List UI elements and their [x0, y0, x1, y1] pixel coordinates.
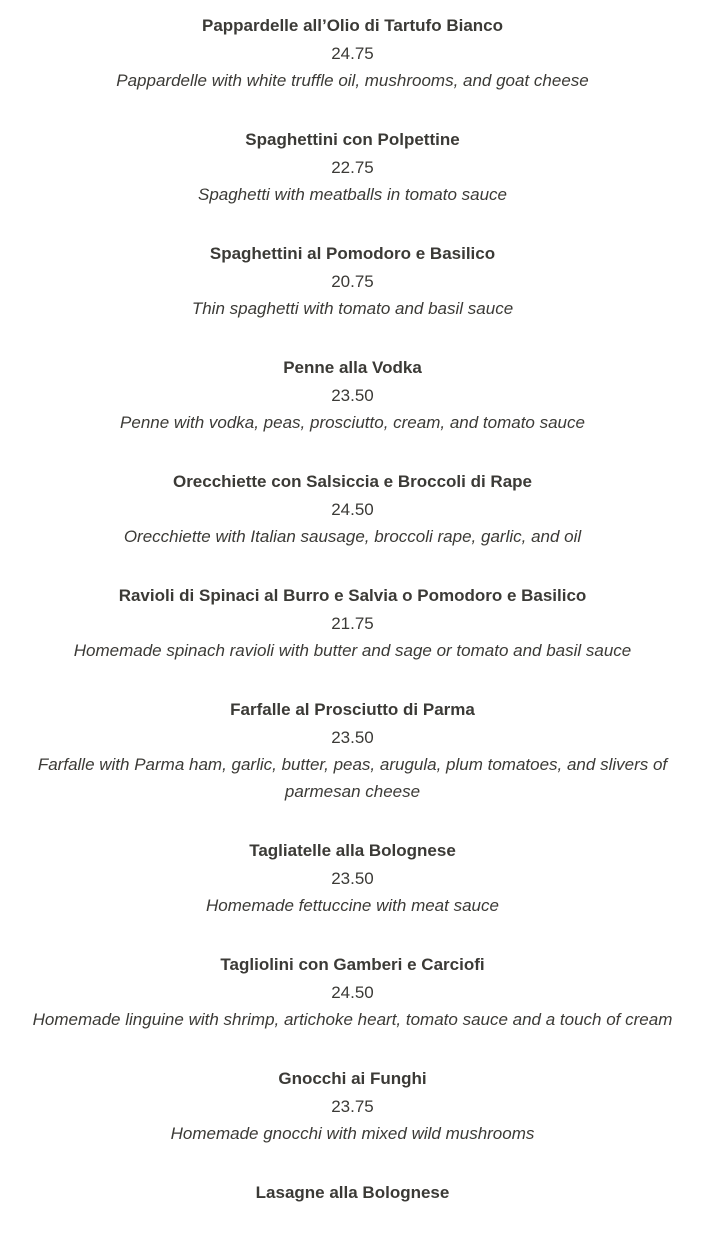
menu-item: [0, 240, 705, 322]
dish-price: 20.75: [331, 272, 374, 291]
dish-price: 24.75: [331, 44, 374, 63]
dish-price: 24.50: [331, 983, 374, 1002]
dish-name: Spaghettini al Pomodoro e Basilico: [209, 244, 496, 263]
dish-description: Homemade spinach ravioli with butter and sage or tomato and basil sauce: [73, 641, 632, 660]
dish-name: Lasagne alla Bolognese: [255, 1183, 450, 1202]
menu-item: [0, 468, 705, 550]
dish-price: 23.50: [331, 869, 374, 888]
dish-description: Homemade linguine with shrimp, artichoke heart, tomato sauce and a touch of cream: [32, 1010, 673, 1029]
menu-item: [0, 354, 705, 436]
menu-item: [0, 12, 705, 94]
dish-description: Homemade gnocchi with mixed wild mushrooms: [170, 1124, 535, 1143]
dish-name: Tagliatelle alla Bolognese: [249, 841, 456, 860]
dish-price: 23.75: [331, 1097, 374, 1116]
dish-price: 21.75: [331, 614, 374, 633]
menu-item: [0, 951, 705, 1033]
dish-description: Thin spaghetti with tomato and basil sauce: [191, 299, 514, 318]
dish-name: Ravioli di Spinaci al Burro e Salvia o Pomodoro e Basilico: [118, 586, 587, 605]
menu-item: [0, 696, 705, 805]
dish-description: Pappardelle with white truffle oil, mushrooms, and goat cheese: [116, 71, 589, 90]
dish-description: Orecchiette with Italian sausage, broccoli rape, garlic, and oil: [123, 527, 582, 546]
dish-description: Spaghetti with meatballs in tomato sauce: [197, 185, 507, 204]
dish-name: Penne alla Vodka: [283, 358, 422, 377]
dish-name: Spaghettini con Polpettine: [245, 130, 460, 149]
menu-item: [0, 1179, 705, 1207]
menu-item: [0, 1065, 705, 1147]
menu-item: [0, 837, 705, 919]
pasta-menu-list: [0, 12, 705, 1239]
dish-description: Farfalle with Parma ham, garlic, butter, peas, arugula, plum tomatoes, and slivers of parmesan cheese: [37, 755, 668, 801]
dish-name: Pappardelle all’Olio di Tartufo Bianco: [201, 16, 503, 35]
dish-price: 22.75: [331, 158, 374, 177]
menu-item: [0, 126, 705, 208]
dish-name: Tagliolini con Gamberi e Carciofi: [220, 955, 485, 974]
dish-price: 24.50: [331, 500, 374, 519]
dish-price: 23.50: [331, 386, 374, 405]
dish-price: 23.50: [331, 728, 374, 747]
dish-description: Homemade fettuccine with meat sauce: [206, 896, 499, 915]
dish-description: Penne with vodka, peas, prosciutto, cream, and tomato sauce: [120, 413, 585, 432]
menu-item: [0, 582, 705, 664]
dish-name: Farfalle al Prosciutto di Parma: [230, 700, 475, 719]
dish-name: Orecchiette con Salsiccia e Broccoli di Rape: [172, 472, 533, 491]
dish-name: Gnocchi ai Funghi: [278, 1069, 427, 1088]
